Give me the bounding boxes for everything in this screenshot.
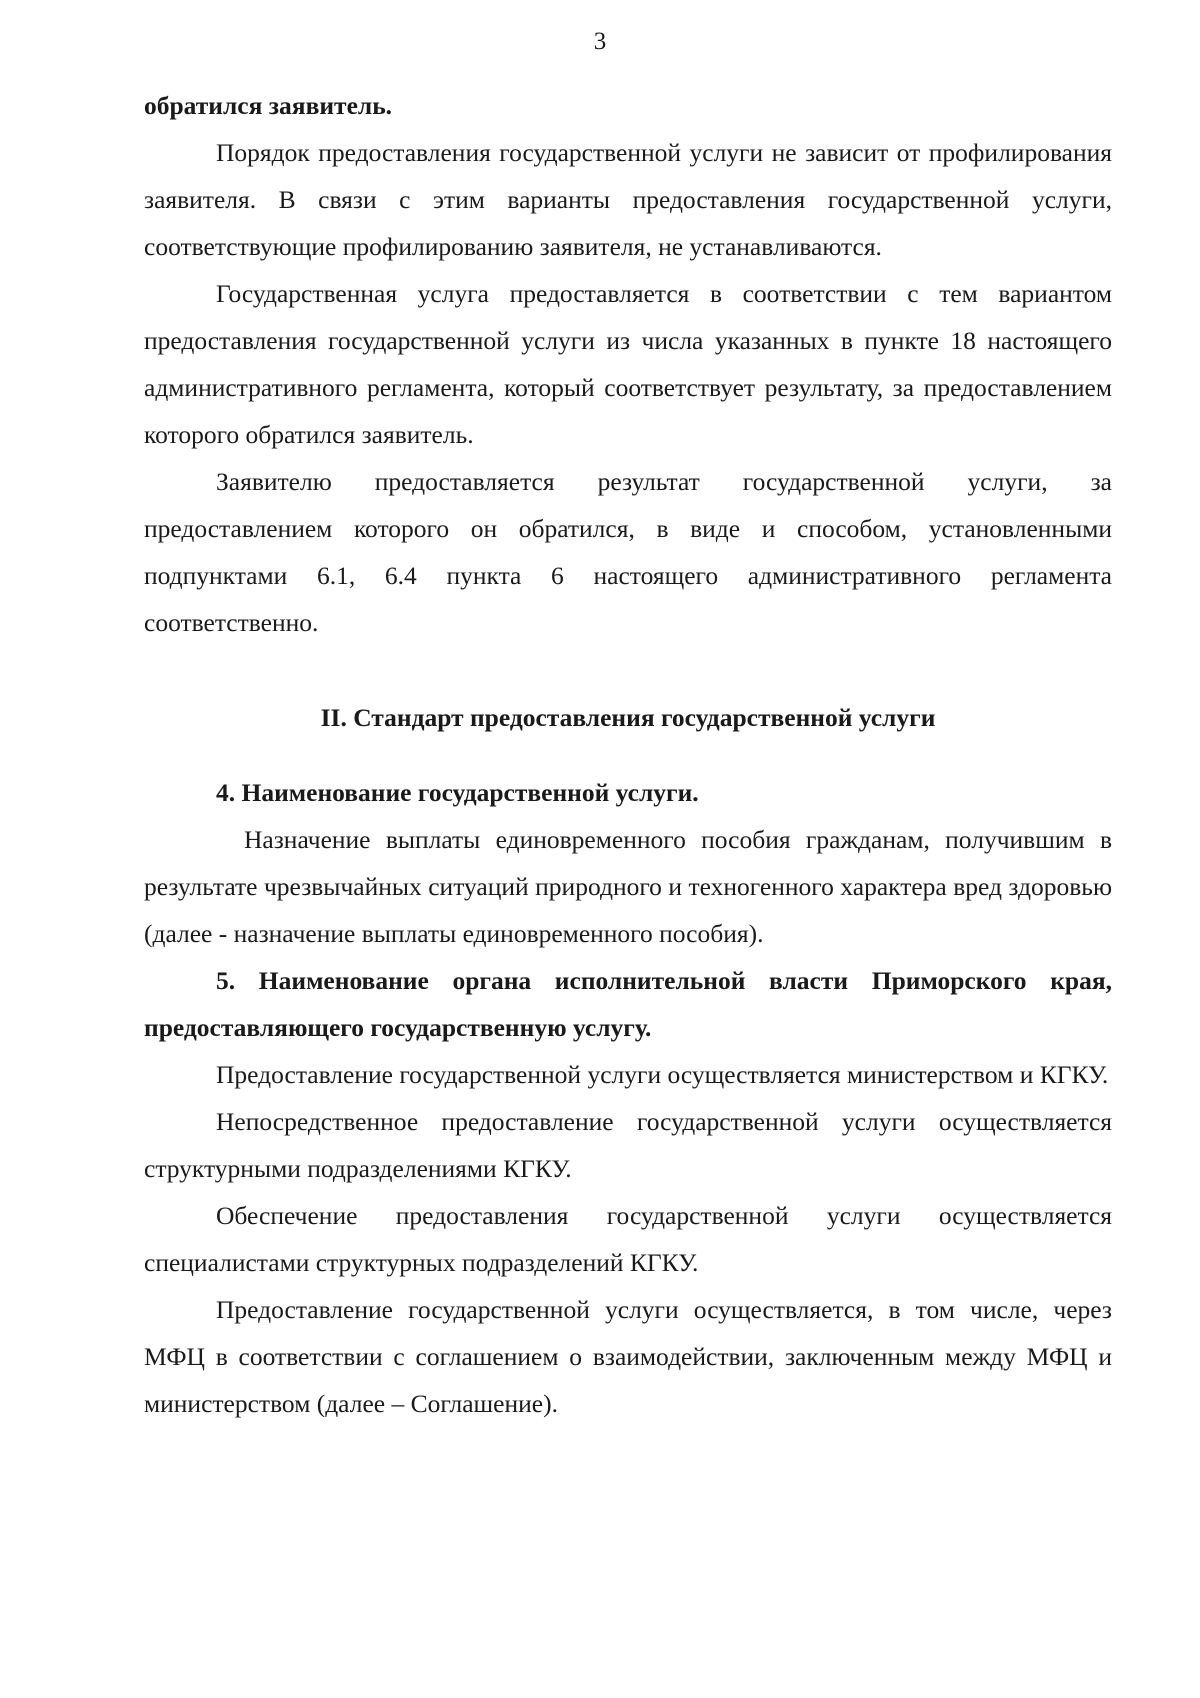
section-4-text: Назначение выплаты единовременного пособия гражданам, получившим в результате чрезвычайных ситуаций природного и техногенного характера вред здоровью (далее - назначение выплаты единовременного пособия). xyxy=(144,825,1112,948)
section-5-paragraph: Предоставление государственной услуги осуществляется министерством и КГКУ. xyxy=(216,1060,1109,1089)
section-5-paragraph: Обеспечение предоставления государственной услуги осуществляется специалистами структурных подразделений КГКУ. xyxy=(144,1201,1112,1277)
section-5-title: 5. Наименование органа исполнительной власти Приморского края, предоставляющего государственную услугу. xyxy=(144,966,1112,1042)
paragraph-profiling: Порядок предоставления государственной услуги не зависит от профилирования заявителя. В связи с этим варианты предоставления государственной услуги, соответствующие профилированию заявителя, не устанавливаются. xyxy=(144,138,1112,261)
section-5-paragraph: Предоставление государственной услуги осуществляется, в том числе, через МФЦ в соответствии с соглашением о взаимодействии, заключенным между МФЦ и министерством (далее – Соглашение). xyxy=(144,1295,1112,1418)
continuation-line: обратился заявитель. xyxy=(144,91,393,120)
section-4-title: 4. Наименование государственной услуги. xyxy=(216,778,699,807)
section-heading: II. Стандарт предоставления государственной услуги xyxy=(320,703,936,732)
page-number: 3 xyxy=(593,28,607,55)
document-body xyxy=(144,82,1112,1427)
paragraph-variant: Государственная услуга предоставляется в соответствии с тем вариантом предоставления государственной услуги из числа указанных в пункте 18 настоящего административного регламента, который соответствует результату, за предоставлением которого обратился заявитель. xyxy=(144,279,1112,449)
paragraph-result: Заявителю предоставляется результат государственной услуги, за предоставлением которого он обратился, в виде и способом, установленными подпунктами 6.1, 6.4 пункта 6 настоящего административного регламента соответственно. xyxy=(144,467,1112,637)
section-5-paragraph: Непосредственное предоставление государственной услуги осуществляется структурными подразделениями КГКУ. xyxy=(144,1107,1112,1183)
